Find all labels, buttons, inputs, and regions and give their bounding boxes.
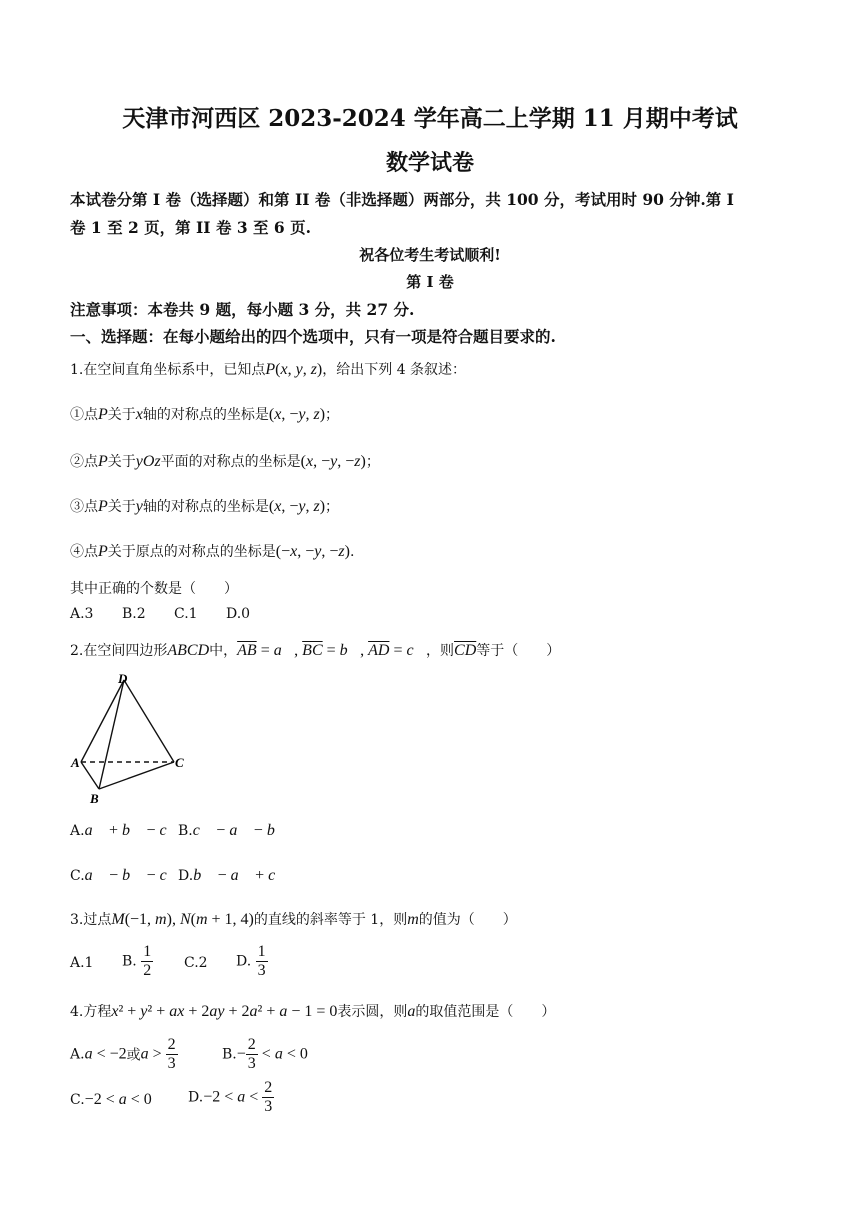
volume-heading: 第 Ⅰ 卷 <box>406 273 454 291</box>
question-1-option-a: A.3 <box>70 606 94 622</box>
edge-da <box>81 680 124 762</box>
question-2-option-a: A.a⃗ + b⃗ − c⃗ <box>70 822 180 839</box>
question-4-option-b: B.−2 3 < a < 0 <box>222 1036 308 1072</box>
vertex-label-d: D <box>118 671 128 686</box>
exam-subtitle: 数学试卷 <box>385 150 474 176</box>
vertex-label-a: A <box>71 755 80 770</box>
question-2-option-d: D.b⃗ − a⃗ + c⃗ <box>178 867 288 884</box>
section-heading: 一、选择题：在每小题给出的四个选项中，只有一项是符合题目要求的. <box>70 327 556 346</box>
edge-bc <box>99 762 174 789</box>
question-4-option-a: A.a < −2或a > 2 3 <box>70 1036 176 1072</box>
question-3-option-b: B. 1 2 <box>122 943 152 979</box>
question-4-stem: 4.方程x² + y² + ax + 2ay + 2a² + a − 1 = 0表示圆，则a的取值范围是（ ） <box>70 1003 556 1020</box>
intro-line-1: 本试卷分第 I 卷（选择题）和第 II 卷（非选择题）两部分，共 100 分，考试用时 90 分钟.第 I <box>70 190 734 209</box>
question-3-option-c: C.2 <box>184 955 208 971</box>
edge-ab <box>81 762 99 789</box>
question-1-item-2: ②点P关于yOz平面的对称点的坐标是(x, −y, −z)； <box>70 453 380 470</box>
question-1-ask: 其中正确的个数是（ ） <box>70 581 238 597</box>
question-4-option-c: C.−2 < a < 0 <box>70 1091 152 1108</box>
question-2-option-c: C.a⃗ − b⃗ − c⃗ <box>70 867 180 884</box>
edge-dc <box>124 680 174 762</box>
question-1-option-b: B.2 <box>122 606 146 622</box>
tetrahedron-figure <box>66 668 196 808</box>
question-1-option-d: D.0 <box>226 606 251 622</box>
wish-text: 祝各位考生考试顺利! <box>359 246 501 264</box>
question-4-option-d: D.−2 < a < 2 3 <box>188 1079 273 1115</box>
question-2-stem: 2.在空间四边形ABCD中，$\overline{AB}$ = a⃗, $\overline{BC}$ = b⃗, $\overline{AD}$ = c⃗，则$\overline{CD}$等于（ ） <box>70 642 561 659</box>
vertex-label-b: B <box>90 791 99 806</box>
question-1-item-3: ③点P关于y轴的对称点的坐标是(x, −y, z)； <box>70 498 340 515</box>
formula-point-p: P(x, y, z) <box>265 361 323 378</box>
intro-line-2: 卷 1 至 2 页，第 II 卷 3 至 6 页. <box>70 218 311 237</box>
question-3-option-a: A.1 <box>70 955 94 971</box>
question-1-stem: 1.在空间直角坐标系中，已知点P(x, y, z)，给出下列 4 条叙述： <box>70 361 467 378</box>
exam-title: 天津市河西区 2023-2024 学年高二上学期 11 月期中考试 <box>122 105 738 132</box>
question-3-option-d: D. 1 3 <box>236 943 266 979</box>
vertex-label-c: C <box>175 755 184 770</box>
question-2-option-b: B.c⃗ − a⃗ − b⃗ <box>178 822 288 839</box>
question-1-item-4: ④点P关于原点的对称点的坐标是(−x, −y, −z). <box>70 543 355 560</box>
notice-text: 注意事项：本卷共 9 题，每小题 3 分，共 27 分. <box>70 300 415 319</box>
question-1-option-c: C.1 <box>174 606 198 622</box>
question-3-stem: 3.过点M(−1, m), N(m + 1, 4)的直线的斜率等于 1，则m的值为（ ） <box>70 911 517 928</box>
question-1-item-1: ①点P关于x轴的对称点的坐标是(x, −y, z)； <box>70 406 340 423</box>
edge-db <box>99 680 124 789</box>
